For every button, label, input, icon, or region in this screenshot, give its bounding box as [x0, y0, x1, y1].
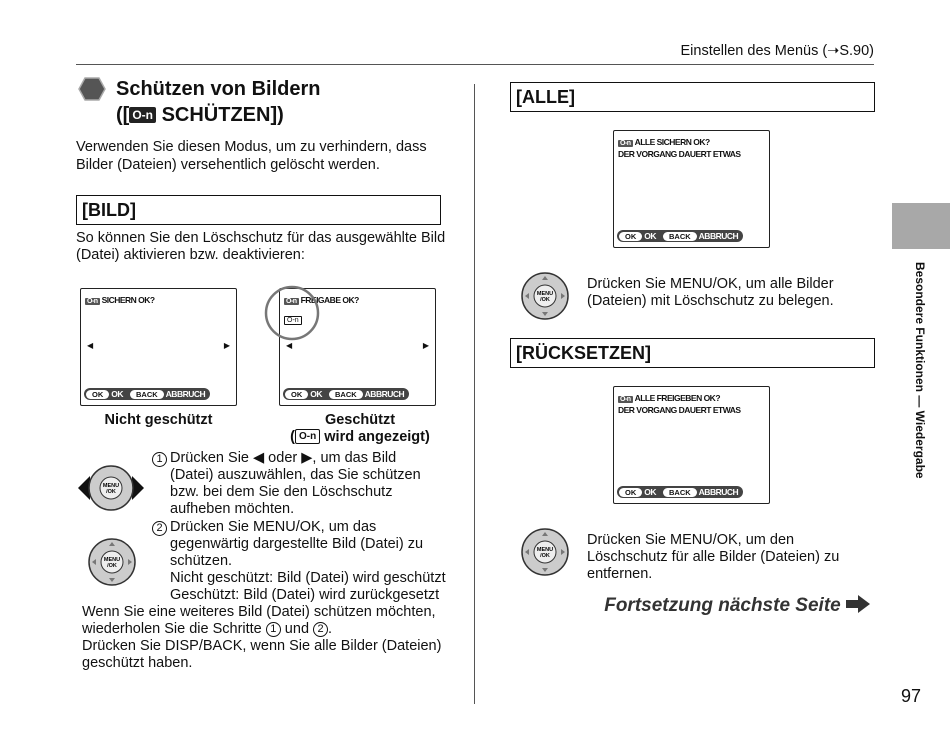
ok-label: OK	[644, 487, 656, 497]
ok-pill: OK	[86, 390, 109, 399]
caption-protected-line2: ( O-n wird angezeigt)	[290, 429, 430, 445]
lcd-button-bar	[617, 230, 743, 242]
svg-text:/OK: /OK	[106, 489, 116, 495]
back-label: ABBRUCH	[165, 389, 206, 399]
disp-back-text: Drücken Sie DISP/BACK, wenn Sie alle Bilder (Dateien) geschützt haben.	[82, 638, 442, 671]
four-way-dial-arrows-icon	[76, 458, 146, 518]
lcd-button-bar	[283, 388, 409, 400]
continue-note	[604, 595, 870, 617]
caption-unprotected: Nicht geschützt	[104, 412, 213, 428]
menu-ok-dial-icon	[86, 536, 138, 588]
key-icon: O-n	[129, 107, 156, 123]
chapter-label: Besondere Funktionen — Wiedergabe	[913, 262, 927, 479]
page-number: 97	[900, 686, 921, 706]
continue-text: Fortsetzung nächste Seite	[604, 595, 841, 616]
step2	[152, 519, 447, 604]
lcd-line2: DER VORGANG DAUERT ETWAS	[618, 405, 741, 415]
key-icon: O-n	[286, 298, 297, 305]
right-arrow-icon: ▶	[422, 341, 429, 350]
column-divider	[474, 84, 475, 704]
repeat-text: Wenn Sie eine weiteres Bild (Datei) schützen möchten, wiederholen Sie die Schritte 1 und 2 .	[82, 604, 436, 637]
lcd-title: O-n FREIGABE OK?	[286, 295, 359, 305]
svg-text:MENU: MENU	[536, 547, 554, 553]
chapter-tab	[892, 203, 950, 249]
lcd-screen-protect-all	[613, 130, 770, 248]
back-label: ABBRUCH	[698, 487, 739, 497]
section-heading-bild: [BILD]	[76, 195, 441, 225]
menu-ok-dial-icon	[519, 526, 571, 578]
section-heading-alle: [ALLE]	[510, 82, 875, 112]
intro-text: Verwenden Sie diesen Modus, um zu verhindern, dass Bilder (Dateien) versehentlich gelöscht werden.	[76, 139, 427, 173]
hexagon-bullet-icon	[78, 77, 106, 101]
step2-note-unprotected: Nicht geschützt: Bild (Datei) wird geschützt	[170, 570, 446, 586]
lcd-line2: DER VORGANG DAUERT ETWAS	[618, 149, 741, 159]
back-pill: BACK	[663, 232, 697, 241]
page-header: Einstellen des Menüs (➝S.90)	[680, 43, 874, 59]
right-arrow-icon: ▶	[223, 341, 230, 350]
section-heading-reset: [RÜCKSETZEN]	[510, 338, 875, 368]
lcd-button-bar	[617, 486, 743, 498]
key-icon: O-n	[295, 429, 320, 444]
back-pill: BACK	[130, 390, 164, 399]
bild-description: So können Sie den Löschschutz für das ausgewählte Bild (Datei) aktivieren bzw. deaktivieren:	[76, 230, 446, 263]
step-number: 2	[152, 521, 167, 536]
back-pill: BACK	[663, 488, 697, 497]
lcd-line1: O-n ALLE FREIGEBEN OK?	[620, 393, 721, 403]
ok-pill: OK	[285, 390, 308, 399]
left-arrow-icon: ◀	[87, 341, 94, 350]
ok-label: OK	[644, 231, 656, 241]
back-label: ABBRUCH	[364, 389, 405, 399]
svg-text:MENU: MENU	[536, 291, 554, 297]
svg-text:MENU: MENU	[103, 557, 121, 563]
svg-text:/OK: /OK	[540, 297, 550, 303]
caption-protected-line1: Geschützt	[324, 412, 396, 428]
back-label: ABBRUCH	[698, 231, 739, 241]
step2-text: Drücken Sie MENU/OK, um das gegenwärtig dargestellte Bild (Datei) zu schützen.	[170, 519, 424, 569]
ok-pill: OK	[619, 232, 642, 241]
arrow-right-icon	[846, 595, 870, 613]
svg-text:/OK: /OK	[107, 563, 117, 569]
lcd-button-bar	[84, 388, 210, 400]
header-rule	[76, 64, 874, 65]
lcd-screen-release-all	[613, 386, 770, 504]
step-number: 1	[152, 452, 167, 467]
ok-pill: OK	[619, 488, 642, 497]
svg-text:/OK: /OK	[540, 553, 550, 559]
title-line2	[116, 102, 320, 128]
highlight-circle	[263, 284, 321, 342]
step1	[152, 450, 432, 518]
key-icon: O-n	[620, 396, 631, 403]
ok-label: OK	[111, 389, 123, 399]
title-paren: (	[116, 104, 123, 126]
page-title	[116, 76, 320, 128]
alle-text: Drücken Sie MENU/OK, um alle Bilder (Dateien) mit Löschschutz zu belegen.	[587, 276, 834, 309]
lcd-line1: O-n ALLE SICHERN OK?	[620, 137, 710, 147]
key-icon: O-n	[620, 140, 631, 147]
title-protect-label: SCHÜTZEN])	[156, 104, 284, 126]
menu-ok-dial-icon	[519, 270, 571, 322]
protected-key-icon: O-n	[284, 309, 304, 327]
caption-protected	[270, 412, 450, 446]
ok-label: OK	[310, 389, 322, 399]
step1-text: Drücken Sie ◀ oder ▶, um das Bild (Datei) auszuwählen, das Sie schützen bzw. bei dem Sie den Löschschutz aufheben möchten.	[170, 450, 421, 517]
left-arrow-icon: ◀	[286, 341, 293, 350]
step2-note-protected: Geschützt: Bild (Datei) wird zurückgesetzt	[170, 587, 440, 603]
lcd-title: O-n SICHERN OK?	[87, 295, 155, 305]
back-pill: BACK	[329, 390, 363, 399]
lcd-screen-unprotected	[80, 288, 237, 406]
dial-label: MENU	[102, 483, 120, 489]
key-icon: O-n	[87, 298, 98, 305]
reset-text: Drücken Sie MENU/OK, um den Löschschutz für alle Bilder (Dateien) zu entfernen.	[587, 532, 840, 582]
title-bracket: [	[122, 104, 130, 126]
title-line1: Schützen von Bildern	[116, 78, 321, 100]
